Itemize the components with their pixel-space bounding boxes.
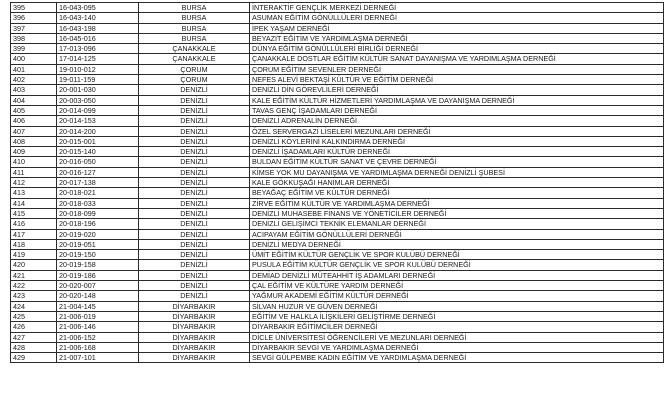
row-number-cell: 412 (11, 178, 57, 188)
registry-code-cell: 20-014-153 (57, 116, 139, 126)
registry-code-cell: 16-043-198 (57, 23, 139, 33)
registry-code-cell: 20-003-050 (57, 95, 139, 105)
registry-code-cell: 20-018-099 (57, 208, 139, 218)
association-name-cell: DİYARBAKIR SEVGİ VE YARDIMLAŞMA DERNEĞİ (250, 342, 664, 352)
table-row (11, 54, 664, 64)
table-row (11, 188, 664, 198)
row-number-cell: 411 (11, 167, 57, 177)
registry-code-cell: 20-001-030 (57, 85, 139, 95)
province-cell: DENİZLİ (139, 105, 250, 115)
row-number-cell: 398 (11, 33, 57, 43)
province-cell: BURSA (139, 23, 250, 33)
row-number-cell: 419 (11, 250, 57, 260)
association-name-cell: DENİZLİ MEDYA DERNEĞİ (250, 239, 664, 249)
row-number-cell: 407 (11, 126, 57, 136)
row-number-cell: 395 (11, 3, 57, 13)
province-cell: DİYARBAKIR (139, 353, 250, 363)
province-cell: DENİZLİ (139, 188, 250, 198)
registry-code-cell: 21-007-101 (57, 353, 139, 363)
association-name-cell: BULDAN EĞİTİM KÜLTÜR SANAT VE ÇEVRE DERNEĞİ (250, 157, 664, 167)
association-name-cell: DENİZLİ GELİŞİMCİ TEKNİK ELEMANLAR DERNEĞİ (250, 219, 664, 229)
province-cell: DİYARBAKIR (139, 301, 250, 311)
province-cell: ÇORUM (139, 64, 250, 74)
registry-code-cell: 20-020-007 (57, 281, 139, 291)
registry-code-cell: 21-006-168 (57, 342, 139, 352)
row-number-cell: 405 (11, 105, 57, 115)
association-name-cell: BEYAZIT EĞİTİM VE YARDIMLAŞMA DERNEĞİ (250, 33, 664, 43)
province-cell: DİYARBAKIR (139, 311, 250, 321)
table-row (11, 44, 664, 54)
registry-code-cell: 20-016-050 (57, 157, 139, 167)
row-number-cell: 416 (11, 219, 57, 229)
association-name-cell: YAĞMUR AKADEMİ EĞİTİM KÜLTÜR DERNEĞİ (250, 291, 664, 301)
table-body (11, 3, 664, 363)
row-number-cell: 400 (11, 54, 57, 64)
registry-code-cell: 17-014-125 (57, 54, 139, 64)
province-cell: DENİZLİ (139, 167, 250, 177)
row-number-cell: 428 (11, 342, 57, 352)
association-name-cell: ACIPAYAM EĞİTİM GÖNÜLLÜLERİ DERNEĞİ (250, 229, 664, 239)
province-cell: DENİZLİ (139, 219, 250, 229)
association-name-cell: SİLVAN HUZUR VE GÜVEN DERNEĞİ (250, 301, 664, 311)
registry-code-cell: 20-020-148 (57, 291, 139, 301)
table-row (11, 178, 664, 188)
table-row (11, 332, 664, 342)
association-name-cell: ZİRVE EĞİTİM KÜLTÜR VE YARDIMLAŞMA DERNEĞİ (250, 198, 664, 208)
registry-code-cell: 20-019-150 (57, 250, 139, 260)
table-row (11, 342, 664, 352)
province-cell: BURSA (139, 33, 250, 43)
province-cell: DENİZLİ (139, 250, 250, 260)
association-name-cell: DENİZLİ MUHASEBE FİNANS VE YÖNETİCİLER DERNEĞİ (250, 208, 664, 218)
association-name-cell: ÖZEL SERVERGAZİ LİSELERİ MEZUNLARI DERNEĞİ (250, 126, 664, 136)
association-name-cell: DENİZLİ İŞADAMLARI KÜLTÜR DERNEĞİ (250, 147, 664, 157)
table-row (11, 75, 664, 85)
table-row (11, 157, 664, 167)
table-row (11, 126, 664, 136)
row-number-cell: 404 (11, 95, 57, 105)
table-row (11, 260, 664, 270)
table-row (11, 23, 664, 33)
province-cell: ÇORUM (139, 75, 250, 85)
province-cell: DENİZLİ (139, 126, 250, 136)
province-cell: BURSA (139, 3, 250, 13)
association-name-cell: DENİZLİ DİN GÖREVLİLERİ DERNEĞİ (250, 85, 664, 95)
registry-code-cell: 21-006-152 (57, 332, 139, 342)
row-number-cell: 396 (11, 13, 57, 23)
association-name-cell: ÇORUM EĞİTİM SEVENLER DERNEĞİ (250, 64, 664, 74)
registry-code-cell: 21-006-019 (57, 311, 139, 321)
province-cell: DENİZLİ (139, 229, 250, 239)
associations-table (10, 2, 664, 363)
table-row (11, 239, 664, 249)
province-cell: DENİZLİ (139, 260, 250, 270)
association-name-cell: ÜMİT EĞİTİM KÜLTÜR GENÇLİK VE SPOR KULÜBÜ DERNEĞİ (250, 250, 664, 260)
registry-code-cell: 20-015-140 (57, 147, 139, 157)
row-number-cell: 403 (11, 85, 57, 95)
association-name-cell: İNTERAKTİF GENÇLİK MERKEZİ DERNEĞİ (250, 3, 664, 13)
table-row (11, 3, 664, 13)
row-number-cell: 406 (11, 116, 57, 126)
province-cell: ÇANAKKALE (139, 54, 250, 64)
province-cell: DİYARBAKIR (139, 342, 250, 352)
association-name-cell: KİMSE YOK MU DAYANIŞMA VE YARDIMLAŞMA DERNEĞİ DENİZLİ ŞUBESİ (250, 167, 664, 177)
registry-code-cell: 20-014-099 (57, 105, 139, 115)
province-cell: DENİZLİ (139, 198, 250, 208)
registry-code-cell: 20-018-021 (57, 188, 139, 198)
table-row (11, 198, 664, 208)
registry-code-cell: 20-018-196 (57, 219, 139, 229)
registry-code-cell: 16-045-016 (57, 33, 139, 43)
province-cell: ÇANAKKALE (139, 44, 250, 54)
association-name-cell: EĞİTİM VE HALKLA İLİŞKİLERİ GELİŞTİRME DERNEĞİ (250, 311, 664, 321)
registry-code-cell: 20-017-138 (57, 178, 139, 188)
registry-code-cell: 19-010-012 (57, 64, 139, 74)
row-number-cell: 417 (11, 229, 57, 239)
row-number-cell: 402 (11, 75, 57, 85)
row-number-cell: 409 (11, 147, 57, 157)
table-row (11, 208, 664, 218)
association-name-cell: DİYARBAKIR EĞİTİMCİLER DERNEĞİ (250, 322, 664, 332)
province-cell: DİYARBAKIR (139, 332, 250, 342)
table-row (11, 301, 664, 311)
row-number-cell: 429 (11, 353, 57, 363)
row-number-cell: 420 (11, 260, 57, 270)
registry-code-cell: 20-018-033 (57, 198, 139, 208)
table-row (11, 281, 664, 291)
province-cell: DENİZLİ (139, 208, 250, 218)
province-cell: DENİZLİ (139, 157, 250, 167)
registry-code-cell: 21-004-145 (57, 301, 139, 311)
table-row (11, 147, 664, 157)
province-cell: DENİZLİ (139, 291, 250, 301)
row-number-cell: 410 (11, 157, 57, 167)
province-cell: BURSA (139, 13, 250, 23)
province-cell: DENİZLİ (139, 116, 250, 126)
row-number-cell: 414 (11, 198, 57, 208)
association-name-cell: DÜNYA EĞİTİM GÖNÜLLÜLERİ BİRLİĞİ DERNEĞİ (250, 44, 664, 54)
association-name-cell: KALE GÖKKUŞAĞI HANIMLAR DERNEĞİ (250, 178, 664, 188)
row-number-cell: 397 (11, 23, 57, 33)
association-name-cell: DİCLE ÜNİVERSİTESİ ÖĞRENCİLERİ VE MEZUNLARI DERNEĞİ (250, 332, 664, 342)
province-cell: DENİZLİ (139, 95, 250, 105)
association-name-cell: PUSULA EĞİTİM KÜLTÜR GENÇLİK VE SPOR KULÜBÜ DERNEĞİ (250, 260, 664, 270)
registry-code-cell: 16-043-095 (57, 3, 139, 13)
table-row (11, 105, 664, 115)
row-number-cell: 421 (11, 270, 57, 280)
row-number-cell: 425 (11, 311, 57, 321)
association-name-cell: ÇANAKKALE DOSTLAR EĞİTİM KÜLTÜR SANAT DAYANIŞMA VE YARDIMLAŞMA DERNEĞİ (250, 54, 664, 64)
province-cell: DİYARBAKIR (139, 322, 250, 332)
association-name-cell: DENİZLİ KÖYLERİNİ KALKINDIRMA DERNEĞİ (250, 136, 664, 146)
table-row (11, 136, 664, 146)
association-name-cell: DEMİAD DENİZLİ MÜTEAHHİT İŞ ADAMLARI DERNEĞİ (250, 270, 664, 280)
registry-code-cell: 20-014-200 (57, 126, 139, 136)
row-number-cell: 415 (11, 208, 57, 218)
province-cell: DENİZLİ (139, 178, 250, 188)
table-row (11, 33, 664, 43)
table-row (11, 311, 664, 321)
table-row (11, 270, 664, 280)
table-row (11, 116, 664, 126)
table-row (11, 13, 664, 23)
association-name-cell: KALE EĞİTİM KÜLTÜR HİZMETLERİ YARDIMLAŞMA VE DAYANIŞMA DERNEĞİ (250, 95, 664, 105)
registry-code-cell: 19-011-159 (57, 75, 139, 85)
row-number-cell: 427 (11, 332, 57, 342)
table-row (11, 229, 664, 239)
association-name-cell: SEVGİ GÜLPEMBE KADIN EĞİTİM VE YARDIMLAŞMA DERNEĞİ (250, 353, 664, 363)
registry-code-cell: 20-019-186 (57, 270, 139, 280)
province-cell: DENİZLİ (139, 270, 250, 280)
association-name-cell: BEYAĞAÇ EĞİTİM VE KÜLTÜR DERNEĞİ (250, 188, 664, 198)
table-row (11, 219, 664, 229)
table-row (11, 64, 664, 74)
row-number-cell: 424 (11, 301, 57, 311)
table-row (11, 322, 664, 332)
registry-code-cell: 20-019-051 (57, 239, 139, 249)
association-name-cell: DENİZLİ ADRENALİN DERNEĞİ (250, 116, 664, 126)
registry-code-cell: 21-006-146 (57, 322, 139, 332)
row-number-cell: 408 (11, 136, 57, 146)
row-number-cell: 422 (11, 281, 57, 291)
province-cell: DENİZLİ (139, 239, 250, 249)
province-cell: DENİZLİ (139, 281, 250, 291)
registry-code-cell: 20-016-127 (57, 167, 139, 177)
registry-code-cell: 20-015-001 (57, 136, 139, 146)
association-name-cell: İPEK YAŞAM DERNEĞİ (250, 23, 664, 33)
association-name-cell: TAVAS GENÇ İŞADAMLARI DERNEĞİ (250, 105, 664, 115)
province-cell: DENİZLİ (139, 136, 250, 146)
registry-code-cell: 20-019-158 (57, 260, 139, 270)
province-cell: DENİZLİ (139, 147, 250, 157)
association-name-cell: NEFES ALEVİ BEKTAŞİ KÜLTÜR VE EĞİTİM DERNEĞİ (250, 75, 664, 85)
table-row (11, 95, 664, 105)
registry-code-cell: 17-013-096 (57, 44, 139, 54)
row-number-cell: 413 (11, 188, 57, 198)
table-row (11, 291, 664, 301)
association-name-cell: ÇAL EĞİTİM VE KÜLTÜRE YARDIM DERNEĞİ (250, 281, 664, 291)
row-number-cell: 423 (11, 291, 57, 301)
table-row (11, 167, 664, 177)
row-number-cell: 418 (11, 239, 57, 249)
table-row (11, 250, 664, 260)
table-row (11, 85, 664, 95)
table-row (11, 353, 664, 363)
province-cell: DENİZLİ (139, 85, 250, 95)
row-number-cell: 401 (11, 64, 57, 74)
row-number-cell: 426 (11, 322, 57, 332)
registry-code-cell: 20-019-020 (57, 229, 139, 239)
row-number-cell: 399 (11, 44, 57, 54)
registry-code-cell: 16-043-140 (57, 13, 139, 23)
association-name-cell: ASUMAN EĞİTİM GÖNÜLLÜLERİ DERNEĞİ (250, 13, 664, 23)
